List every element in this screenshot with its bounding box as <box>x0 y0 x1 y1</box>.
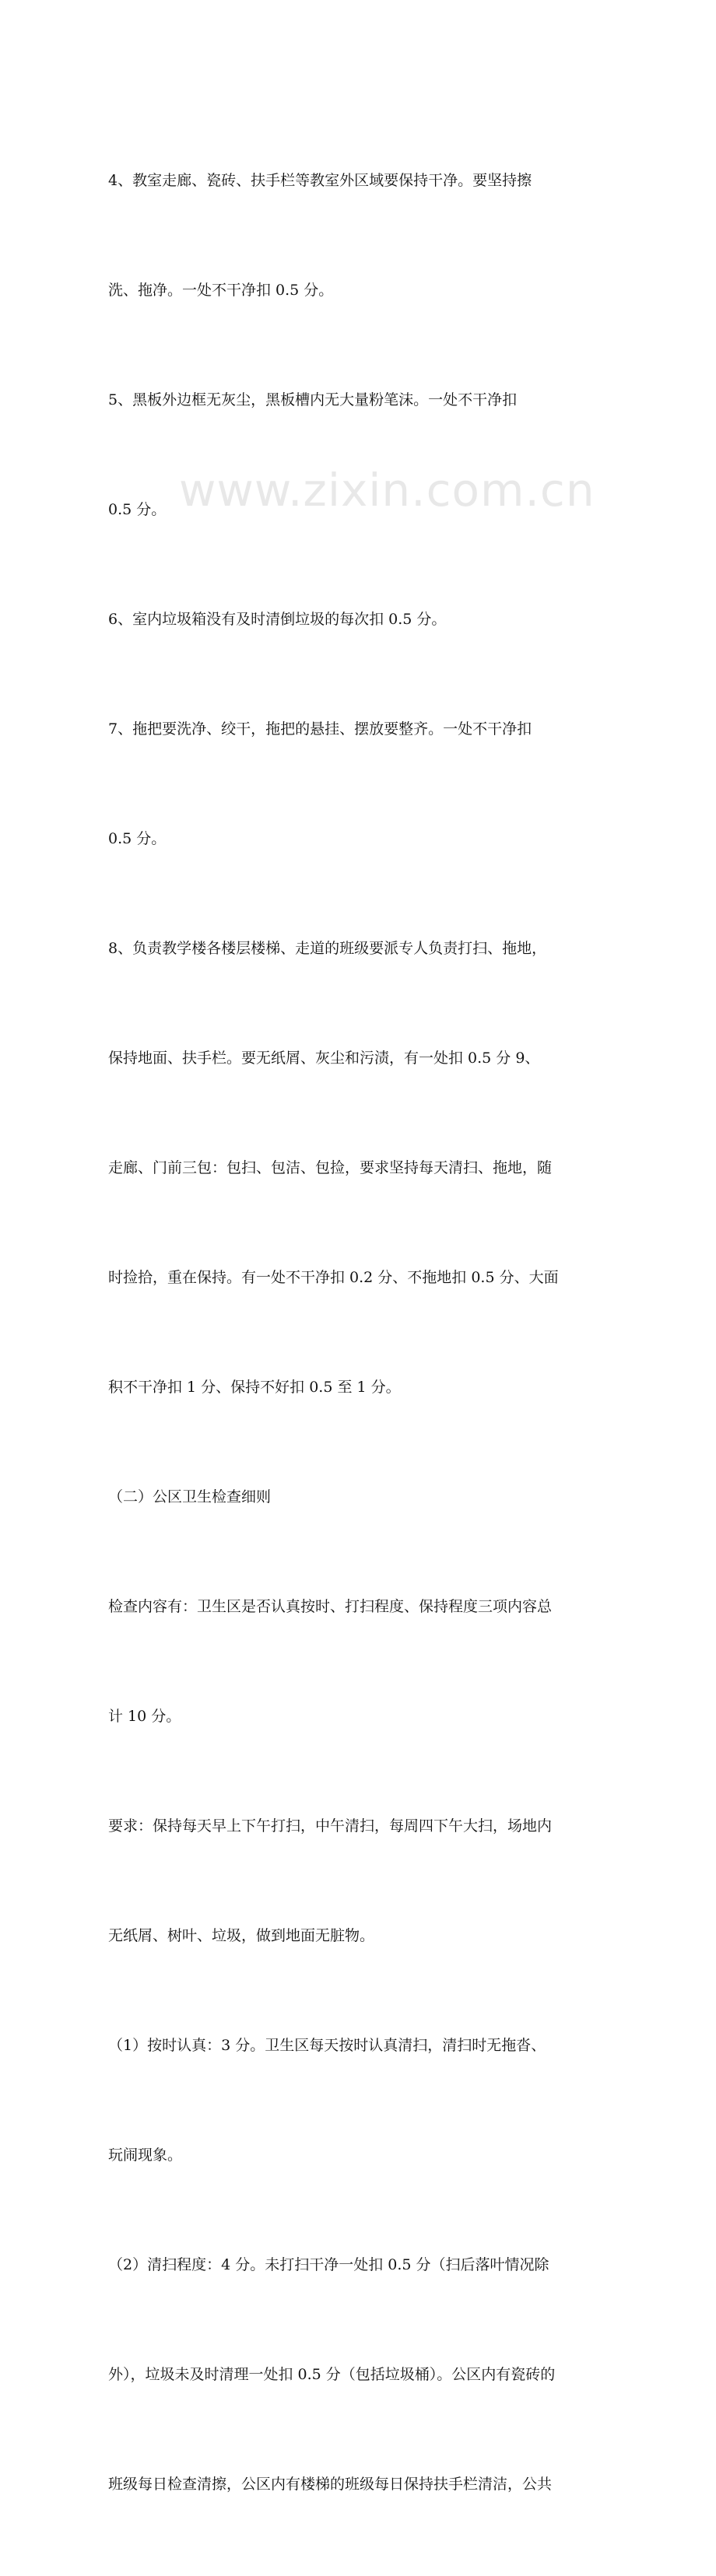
section-heading: （二）公区卫生检查细则 <box>108 1488 272 1505</box>
text-line: 积不干净扣 1 分、保持不好扣 0.5 至 1 分。 <box>108 1379 401 1396</box>
text-line: 走廊、门前三包：包扫、包洁、包捡，要求坚持每天清扫、拖地，随 <box>108 1159 553 1176</box>
text-line: 洗、拖净。一处不干净扣 0.5 分。 <box>108 282 334 299</box>
text-line: 0.5 分。 <box>108 830 167 847</box>
text-line: 0.5 分。 <box>108 501 167 518</box>
text-line: 8、负责教学楼各楼层楼梯、走道的班级要派专人负责打扫、拖地， <box>108 940 547 957</box>
text-line: 时捡拾，重在保持。有一处不干净扣 0.2 分、不拖地扣 0.5 分、大面 <box>108 1269 559 1286</box>
text-line: 玩闹现象。 <box>108 2147 183 2164</box>
text-line: 检查内容有：卫生区是否认真按时、打扫程度、保持程度三项内容总 <box>108 1598 553 1615</box>
text-line: 无纸屑、树叶、垃圾，做到地面无脏物。 <box>108 1927 375 1944</box>
watermark: www.zixin.com.cn <box>179 464 595 517</box>
document-body <box>108 89 611 2576</box>
text-line: 4、教室走廊、瓷砖、扶手栏等教室外区域要保持干净。要坚持擦 <box>108 172 532 189</box>
text-line: 6、室内垃圾箱没有及时清倒垃圾的每次扣 0.5 分。 <box>108 611 447 628</box>
text-line: 保持地面、扶手栏。要无纸屑、灰尘和污渍，有一处扣 0.5 分 9、 <box>108 1050 540 1067</box>
text-line: 要求：保持每天早上下午打扫，中午清扫，每周四下午大扫，场地内 <box>108 1817 553 1835</box>
text-line: （1）按时认真：3 分。卫生区每天按时认真清扫，清扫时无拖沓、 <box>108 2037 546 2054</box>
text-line: （2）清扫程度：4 分。未打扫干净一处扣 0.5 分（扫后落叶情况除 <box>108 2256 549 2273</box>
text-line: 外），垃圾未及时清理一处扣 0.5 分（包括垃圾桶）。公区内有瓷砖的 <box>108 2366 556 2383</box>
text-line: 5、黑板外边框无灰尘，黑板槽内无大量粉笔沫。一处不干净扣 <box>108 391 518 408</box>
text-line: 计 10 分。 <box>108 1708 181 1725</box>
text-line: 班级每日检查清擦，公区内有楼梯的班级每日保持扶手栏清洁，公共 <box>108 2476 553 2493</box>
text-line: 7、拖把要洗净、绞干，拖把的悬挂、摆放要整齐。一处不干净扣 <box>108 720 532 738</box>
